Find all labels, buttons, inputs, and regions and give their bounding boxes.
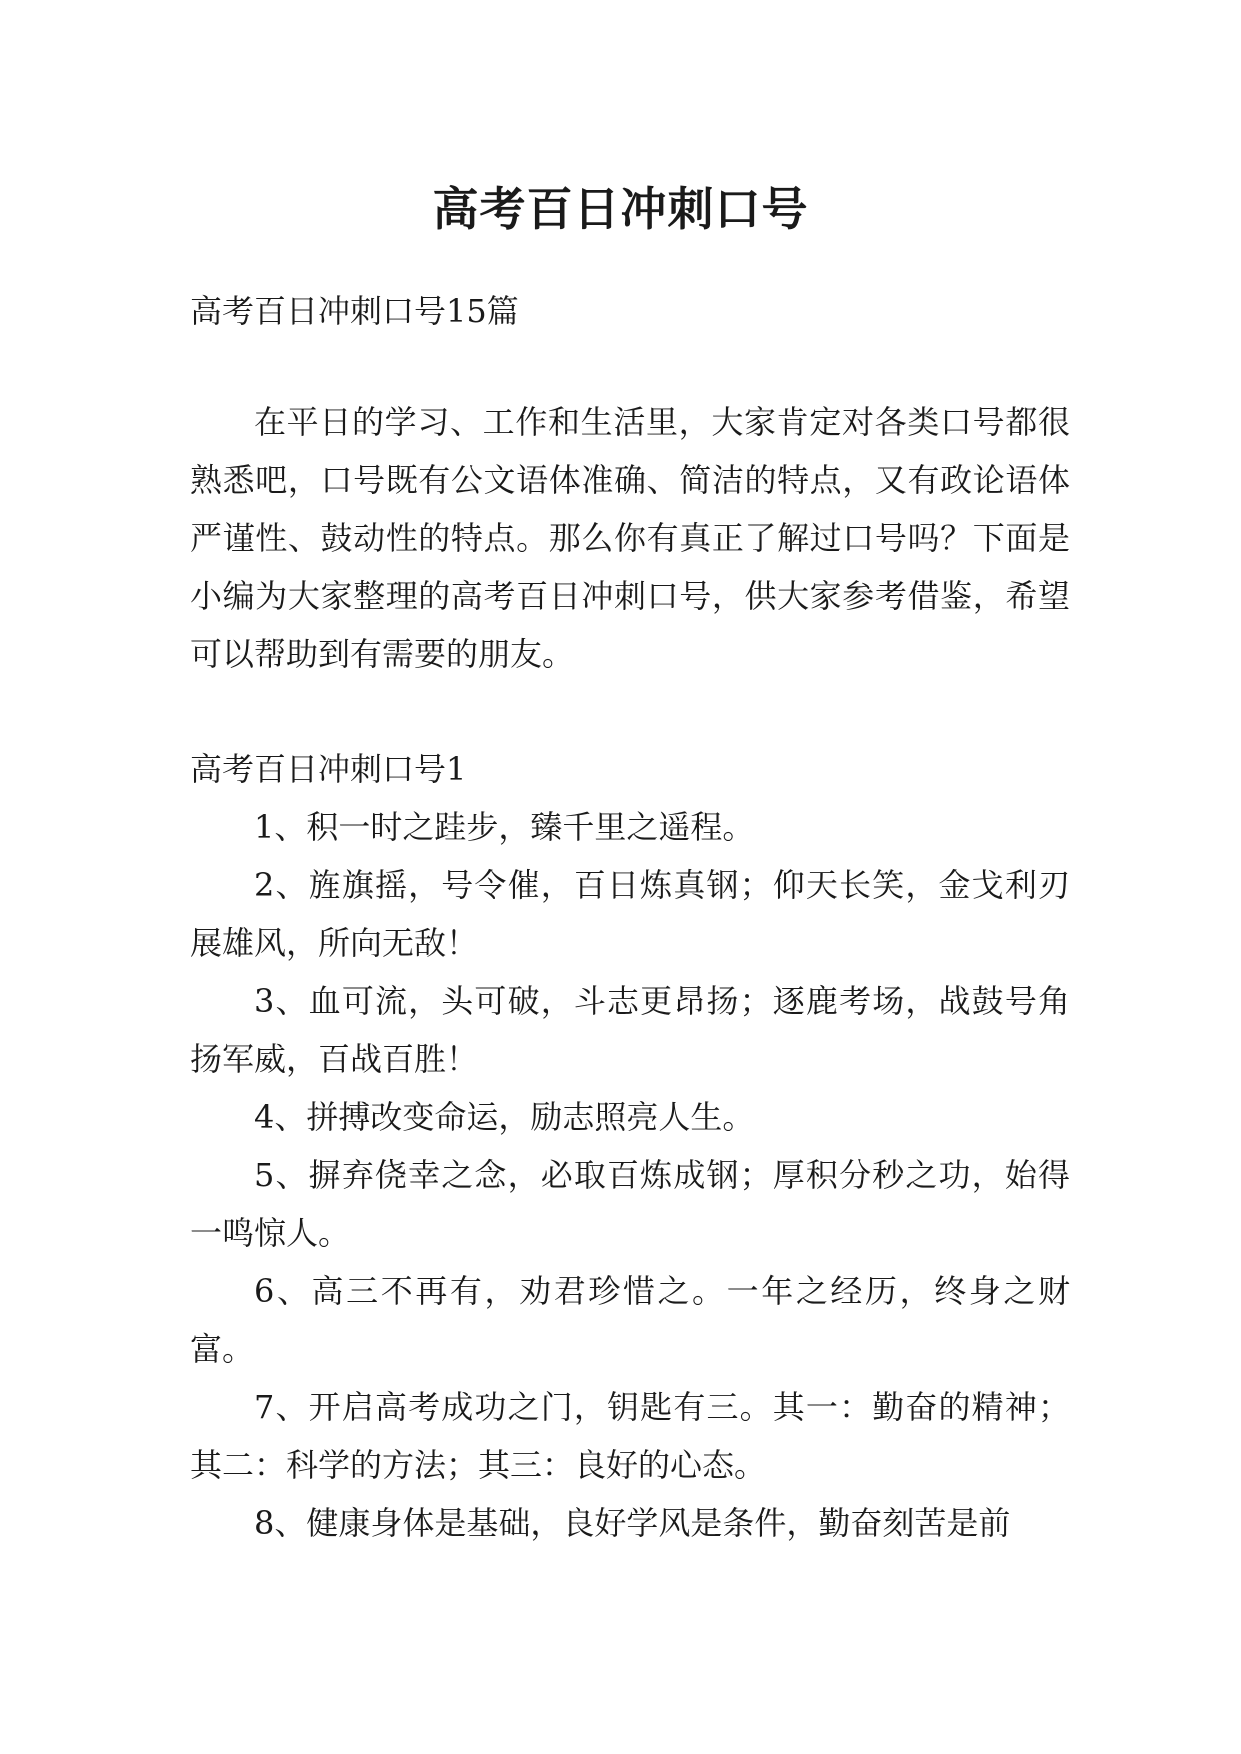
slogan-item: 4、拼搏改变命运，励志照亮人生。 [254, 1098, 755, 1136]
document-subtitle: 高考百日冲刺口号15篇 [190, 292, 519, 330]
slogan-item: 1、积一时之跬步，臻千里之遥程。 [254, 808, 755, 846]
slogan-item: 6、高三不再有，劝君珍惜之。一年之经历，终身之财富。 [190, 1272, 1070, 1368]
slogan-item: 7、开启高考成功之门，钥匙有三。其一：勤奋的精神；其二：科学的方法；其三：良好的心态。 [190, 1388, 1070, 1484]
slogan-item: 5、摒弃侥幸之念，必取百炼成钢；厚积分秒之功，始得一鸣惊人。 [190, 1156, 1070, 1252]
slogan-item: 3、血可流，头可破，斗志更昂扬；逐鹿考场，战鼓号角扬军威，百战百胜！ [190, 982, 1070, 1078]
document-title: 高考百日冲刺口号 [432, 181, 809, 236]
intro-paragraph: 在平日的学习、工作和生活里，大家肯定对各类口号都很熟悉吧，口号既有公文语体准确、简洁的特点，又有政论语体严谨性、鼓动性的特点。那么你有真正了解过口号吗？下面是小编为大家整理的高考百日冲刺口号，供大家参考借鉴，希望可以帮助到有需要的朋友。 [190, 403, 1070, 673]
section-title: 高考百日冲刺口号1 [190, 750, 467, 788]
slogan-item: 8、健康身体是基础，良好学风是条件，勤奋刻苦是前 [254, 1504, 1011, 1542]
slogan-item: 2、旌旗摇，号令催，百日炼真钢；仰天长笑，金戈利刃展雄风，所向无敌！ [190, 866, 1070, 962]
document-body [190, 282, 1070, 1552]
